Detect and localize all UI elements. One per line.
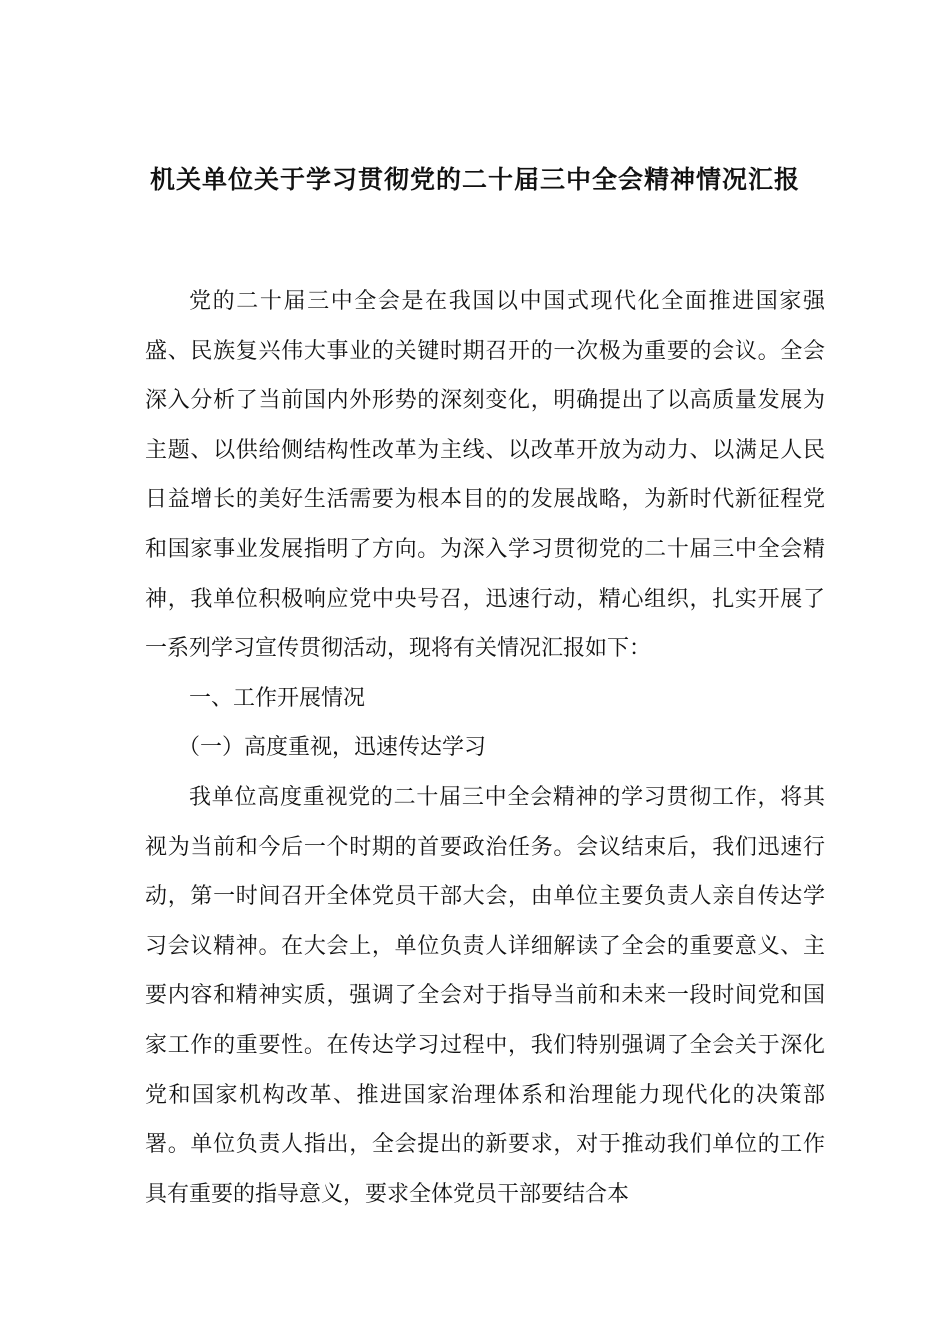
document-body — [145, 277, 825, 1219]
section-heading: 一、工作开展情况 — [189, 685, 366, 711]
document-title: 机关单位关于学习贯彻党的二十届三中全会精神情况汇报 — [149, 165, 800, 194]
body-paragraph: 我单位高度重视党的二十届三中全会精神的学习贯彻工作，将其视为当前和今后一个时期的首要政治任务。会议结束后，我们迅速行动，第一时间召开全体党员干部大会，由单位主要负责人亲自传达学习会议精神。在大会上，单位负责人详细解读了全会的重要意义、主要内容和精神实质，强调了全会对于指导当前和未来一段时间党和国家工作的重要性。在传达学习过程中，我们特别强调了全会关于深化党和国家机构改革、推进国家治理体系和治理能力现代化的决策部署。单位负责人指出，全会提出的新要求，对于推动我们单位的工作具有重要的指导意义，要求全体党员干部要结合本 — [145, 784, 825, 1207]
subsection-heading: （一）高度重视，迅速传达学习 — [178, 735, 487, 761]
intro-paragraph: 党的二十届三中全会是在我国以中国式现代化全面推进国家强盛、民族复兴伟大事业的关键时期召开的一次极为重要的会议。全会深入分析了当前国内外形势的深刻变化，明确提出了以高质量发展为主题、以供给侧结构性改革为主线、以改革开放为动力、以满足人民日益增长的美好生活需要为根本目的的发展战略，为新时代新征程党和国家事业发展指明了方向。为深入学习贯彻党的二十届三中全会精神，我单位积极响应党中央号召，迅速行动，精心组织，扎实开展了一系列学习宣传贯彻活动，现将有关情况汇报如下： — [145, 289, 825, 662]
